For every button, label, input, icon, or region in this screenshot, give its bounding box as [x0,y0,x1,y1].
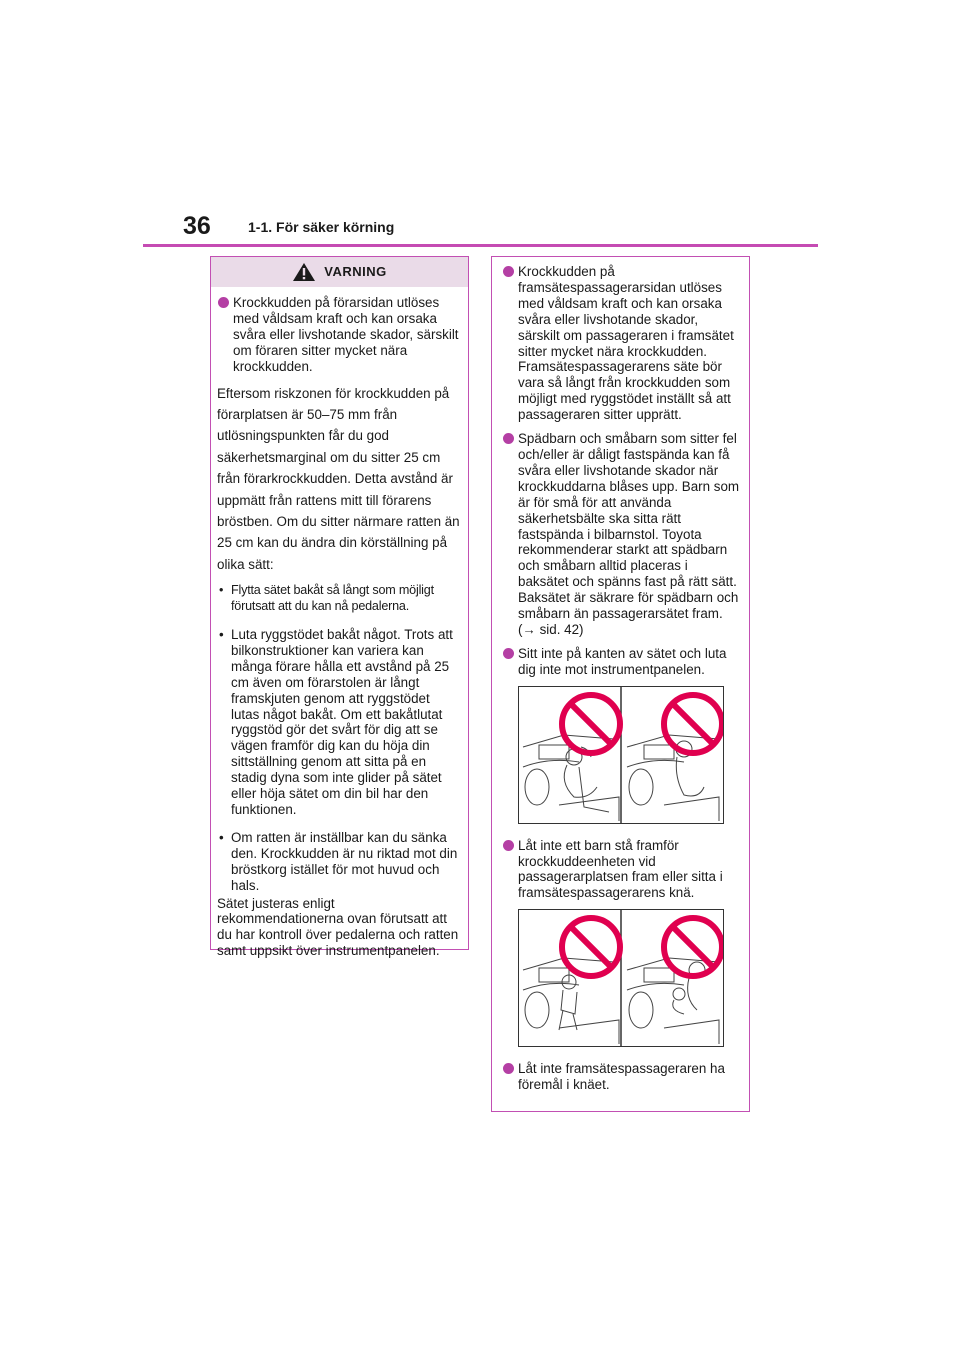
sub-bullet-icon: • [219,583,224,598]
illustration-leaning-passenger [518,686,724,824]
sub-bullet-icon: • [219,829,224,845]
warning-label: VARNING [324,264,387,280]
bullet-text: Spädbarn och småbarn som sitter fel och/eller är dåligt fastspända kan få svåra eller livshotande skador när krockkuddarna blåses upp. Barn som är för små för att använda säkerhetsbälte ska sitta rätt fastspända i bilbarnstol. Toyota rekommenderar starkt att spädbarn och småbarn alltid placeras i baksätet och spänns fast på rätt sätt. Baksätet är säkrare för spädbarn och småbarn än passagerarsätet fram. (→ sid. 42) [518,431,740,637]
warning-icon [292,262,316,282]
prohibition-icon [562,695,620,753]
sub-item-text: Flytta sätet bakåt så långt som möjligt förutsatt att du kan nå pedalerna. [231,583,434,614]
prohibition-icon [664,918,722,976]
bullet-icon [218,297,229,308]
warning-closing: Sätet justeras enligt rekommendationerna ovan förutsatt att du har kontroll över pedalerna och ratten samt uppsikt över instrumentpanelen. [217,895,459,959]
bullet-icon [503,266,514,277]
bullet-text: Låt inte ett barn stå framför krockkuddeenheten vid passagerarplatsen fram eller sitta i framsätespassagerarens knä. [518,837,723,901]
list-item [502,264,742,423]
list-item [502,646,742,678]
sub-item [219,627,461,818]
list-item [502,1061,742,1093]
bullet-text: Låt inte framsätespassageraren ha föremål i knäet. [518,1061,725,1093]
sub-bullet-icon: • [219,627,224,642]
section-title: 1-1. För säker körning [248,219,395,235]
prohibition-icon [664,695,722,753]
bullet-text: Krockkudden på förarsidan utlöses med våldsam kraft och kan orsaka svåra eller livshotande skador, särskilt om föraren sitter mycket nära krockkudden. [233,295,459,374]
sub-item-text: Om ratten är inställbar kan du sänka den. Krockkudden är nu riktad mot din bröstkorg istället för mot huvud och hals. [231,829,458,893]
bullet-icon [503,433,514,444]
list-item [502,431,742,638]
sub-item [219,583,461,615]
bullet-text: Sitt inte på kanten av sätet och luta dig inte mot instrumentpanelen. [518,645,727,677]
page-number: 36 [183,212,211,240]
warning-box-continued [491,256,750,1112]
bullet-icon [503,648,514,659]
list-item [502,838,742,902]
warning-header [211,257,468,287]
bullet-icon [503,1063,514,1074]
sub-item [219,830,461,894]
warning-box [210,256,469,959]
bullet-icon [503,840,514,851]
header-rule [143,244,818,247]
list-item [217,295,461,375]
bullet-text: Krockkudden på framsätespassagerarsidan utlöses med våldsam kraft och kan orsaka svåra eller livshotande skador, särskilt om passageraren i framsätet sitter mycket nära krockkudden. Framsätespassagerarens säte bör vara så långt från krockkudden som möjligt med ryggstödet inställt så att passageraren sitter upprätt. [518,264,734,423]
illustration-child-passenger [518,909,724,1047]
warning-paragraph: Eftersom riskzonen för krockkudden på förarplatsen är 50–75 mm från utlösningspunkten får du god säkerhetsmarginal om du sitter 25 cm från förarkrockkudden. Detta avstånd är uppmätt från rattens mitt till förarens bröstben. Om du sitter närmare ratten än 25 cm kan du ändra din körställning på olika sätt: [217,385,460,572]
prohibition-icon [562,918,620,976]
sub-item-text: Luta ryggstödet bakåt något. Trots att bilkonstruktioner kan variera kan många förare hålla ett avstånd på 25 cm även om förarstolen är långt framskjuten genom att ryggstödet lutas något bakåt. Om ett bakåtlutat ryggstöd gör det svårt för dig att se vägen framför dig kan du höja din sittställning genom att sitta på en stadig dyna som inte glider på sätet eller höja sätet om din bil har den funktionen. [231,627,453,817]
